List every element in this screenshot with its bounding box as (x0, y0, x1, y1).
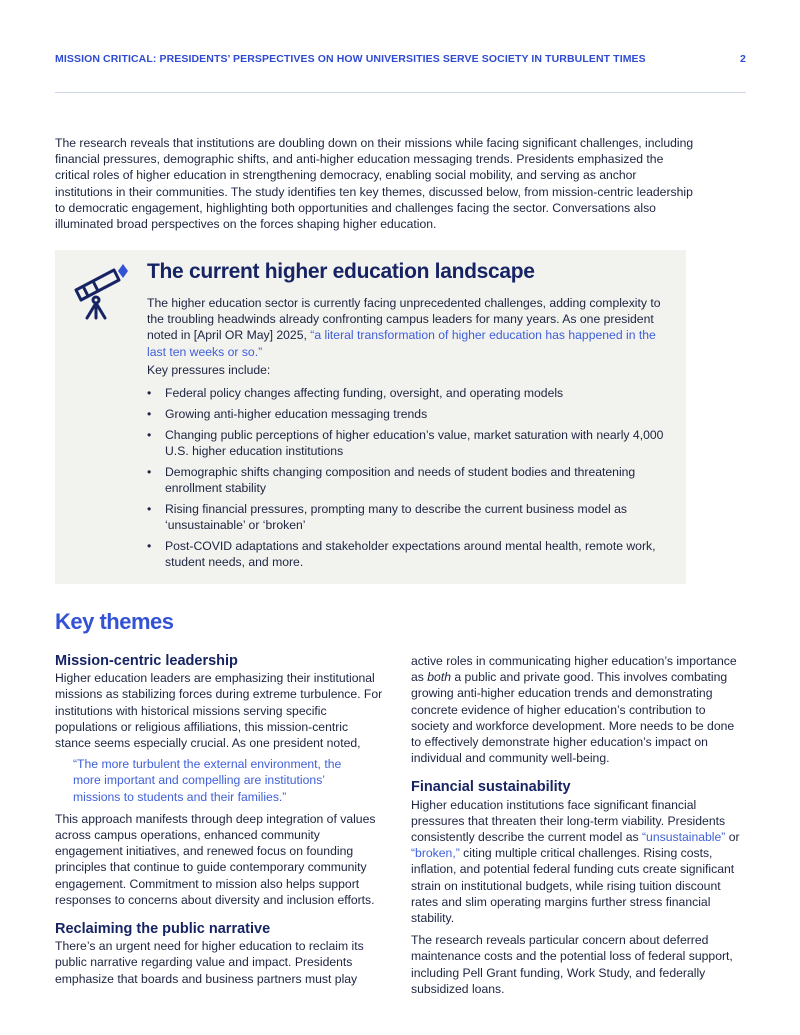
list-item: • Demographic shifts changing composition and needs of student bodies and threatening enrollment stability (147, 464, 667, 496)
list-item: • Post-COVID adaptations and stakeholder expectations around mental health, remote work, student needs, and more. (147, 538, 667, 570)
narrative-heading: Reclaiming the public narrative (55, 921, 271, 938)
landscape-intro (147, 295, 667, 360)
key-themes-title: Key themes (55, 609, 174, 634)
mission-quote: “The more turbulent the external environment, the more important and compelling are institutions’ missions to students and their families.” (73, 757, 342, 804)
narrative-paragraph-start: There’s an urgent need for higher education to reclaim its public narrative regarding value and impact. Presidents emphasize that boards and business partners must play (55, 939, 364, 986)
financial-text-a: Higher education institutions face significant financial pressures that threaten their long-term viability. Presidents consistently describe the current model as (411, 797, 726, 845)
header-divider (55, 92, 746, 93)
intro-paragraph: The research reveals that institutions are doubling down on their missions while facing significant challenges, including financial pressures, demographic shifts, and anti-higher education messaging trends. Presidents emphasized the critical roles of higher education in strengthening democracy, enabling social mobility, and serving as anchor institutions in their communities. The study identifies ten key themes, discussed below, from mission-centric leadership to democratic engagement, highlighting both opportunities and challenges facing the sector. Conversations also illuminated broad perspectives on the forces shaping higher education. (55, 136, 694, 232)
narrative-emphasis: both (427, 670, 451, 685)
mission-paragraph-2: This approach manifests through deep integration of values across campus operations, enhanced community engagement initiatives, and renewed focus on founding principles that continue to guide contemporary community engagement. Commitment to mission also helps support responses to concerns about diversity and inclusion efforts. (55, 811, 376, 907)
telescope-icon (70, 262, 136, 322)
page-number: 2 (740, 53, 746, 65)
narrative-text-a: active roles in communicating higher education’s importance as (411, 654, 737, 685)
quote-broken: “broken,” (411, 846, 460, 861)
running-header (55, 53, 746, 65)
mission-heading: Mission-centric leadership (55, 653, 238, 669)
right-column (411, 653, 741, 997)
financial-paragraph-2: The research reveals particular concern about deferred maintenance costs and the potential loss of federal support, including Pell Grant funding, Work Study, and federally subsidized loans. (411, 933, 733, 996)
list-item: • Changing public perceptions of higher education’s value, market saturation with nearly 4,000 U.S. higher education institutions (147, 427, 667, 459)
quote-unsustainable: “unsustainable” (642, 830, 726, 845)
pressures-label: Key pressures include: (147, 363, 271, 377)
narrative-text-b: a public and private good. This involves combating growing anti-higher education trends and demonstrating concrete evidence of higher education’s contribution to society and workforce development. More needs to be done to effectively demonstrate higher education’s impact on individual and community well-being. (411, 670, 735, 766)
landscape-quote: “a literal transformation of higher education has happened in the last ten weeks or so.” (147, 328, 656, 359)
landscape-intro-text: The higher education sector is currently facing unprecedented challenges, adding complexity to the troubling headwinds already confronting campus leaders for many years. As one president noted in [April OR May] 2025, (147, 296, 661, 343)
pressures-list (147, 385, 667, 575)
mission-paragraph-1: Higher education leaders are emphasizing their institutional missions as stabilizing forces during extreme turbulence. For institutions with historical missions serving specific populations or religious affiliations, this mission-centric stance seems especially crucial. As one president noted, (55, 671, 383, 751)
left-column (55, 653, 385, 987)
list-item: • Federal policy changes affecting funding, oversight, and operating models (147, 385, 667, 401)
narrative-paragraph-continued (411, 653, 741, 766)
financial-heading: Financial sustainability (411, 779, 571, 796)
financial-text-b: or (725, 830, 740, 845)
document-title: MISSION CRITICAL: PRESIDENTS’ PERSPECTIVES ON HOW UNIVERSITIES SERVE SOCIETY IN TURBULENT TIMES (55, 53, 646, 65)
financial-paragraph-1 (411, 797, 741, 927)
list-item: • Rising financial pressures, prompting many to describe the current business model as ‘unsustainable’ or ‘broken’ (147, 501, 667, 533)
financial-text-c: citing multiple critical challenges. Rising costs, inflation, and potential federal funding cuts create significant strain on institutional budgets, while rising tuition discount rates and slim operating margins further stress financial stability. (411, 846, 735, 926)
landscape-title: The current higher education landscape (147, 260, 535, 283)
list-item: • Growing anti-higher education messaging trends (147, 406, 667, 422)
